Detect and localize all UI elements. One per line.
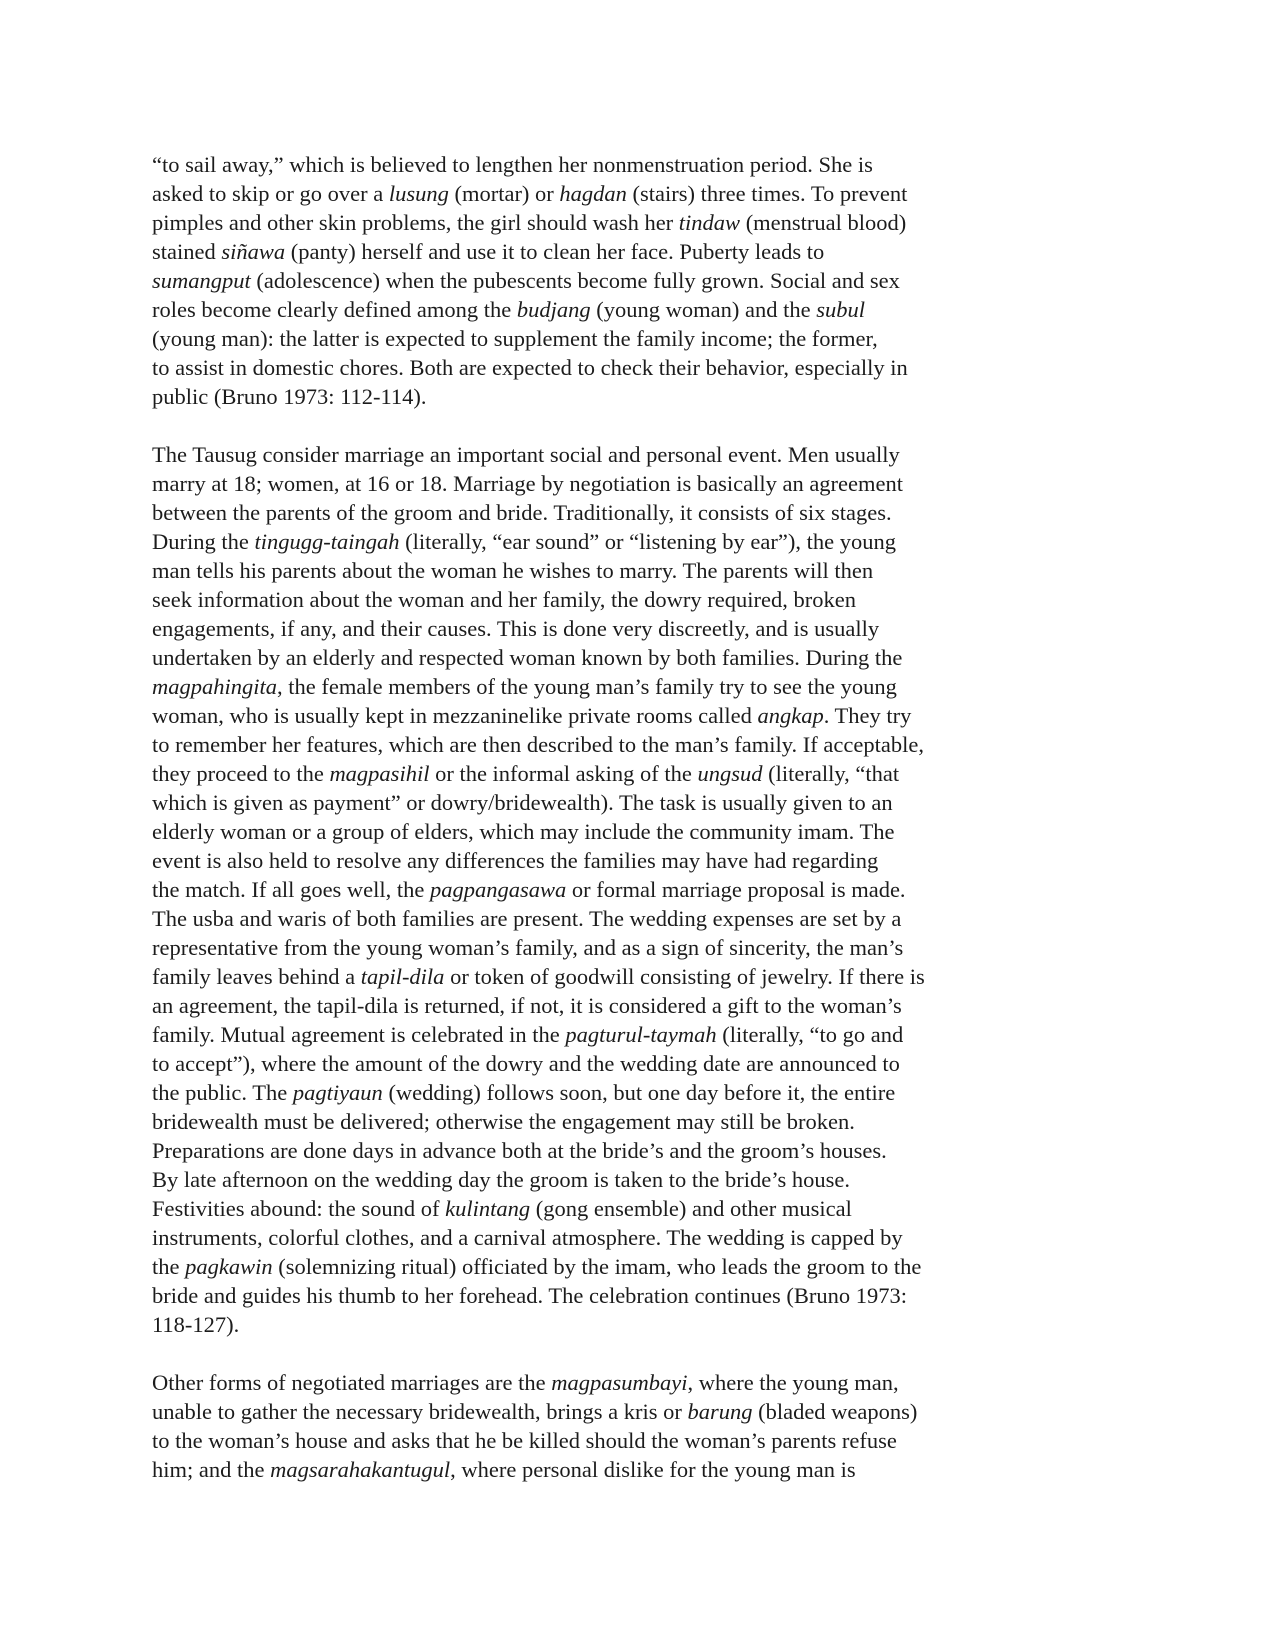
text-segment: (solemnizing ritual) officiated by the imam, who leads the groom to the (272, 1254, 922, 1279)
italic-term: magpahingita (152, 674, 278, 699)
text-segment: unable to gather the necessary bridewealth, brings a kris or (152, 1399, 688, 1424)
text-line (152, 1426, 1052, 1455)
text-segment: (mortar) or (448, 181, 560, 206)
italic-term: pagpangasawa (430, 877, 567, 902)
text-line (152, 962, 1052, 991)
text-segment: (wedding) follows soon, but one day before it, the entire (382, 1080, 896, 1105)
text-segment: “to sail away,” which is believed to lengthen her nonmenstruation period. She is (152, 152, 873, 177)
text-line (152, 1223, 1052, 1252)
italic-term: pagtiyaun (292, 1080, 383, 1105)
text-segment: representative from the young woman’s family, and as a sign of sincerity, the man’s (152, 935, 904, 960)
text-segment: marry at 18; women, at 16 or 18. Marriage by negotiation is basically an agreement (152, 471, 904, 496)
text-line (152, 237, 1052, 266)
text-segment: (menstrual blood) (740, 210, 907, 235)
text-segment: or token of goodwill consisting of jewelry. If there is (444, 964, 925, 989)
text-segment: which is given as payment” or dowry/bridewealth). The task is usually given to an (152, 790, 893, 815)
text-segment: woman, who is usually kept in mezzaninelike private rooms called (152, 703, 758, 728)
text-segment: . They try (823, 703, 912, 728)
text-segment: (young man): the latter is expected to supplement the family income; the former, (152, 326, 878, 351)
text-segment: , the female members of the young man’s family try to see the young (277, 674, 897, 699)
text-segment: Preparations are done days in advance both at the bride’s and the groom’s houses. (152, 1138, 887, 1163)
text-line (152, 150, 1052, 179)
text-segment: man tells his parents about the woman he wishes to marry. The parents will then (152, 558, 874, 583)
text-line (152, 469, 1052, 498)
text-line (152, 817, 1052, 846)
text-segment: The usba and waris of both families are present. The wedding expenses are set by a (152, 906, 902, 931)
text-segment: family. Mutual agreement is celebrated in the (152, 1022, 566, 1047)
italic-term: magpasihil (329, 761, 430, 786)
text-line (152, 179, 1052, 208)
text-segment: to assist in domestic chores. Both are expected to check their behavior, especially in (152, 355, 908, 380)
text-line (152, 1194, 1052, 1223)
document-page (152, 150, 1052, 1513)
text-segment: By late afternoon on the wedding day the groom is taken to the bride’s house. (152, 1167, 850, 1192)
text-segment: roles become clearly defined among the (152, 297, 517, 322)
italic-term: pagkawin (185, 1254, 273, 1279)
italic-term: ungsud (697, 761, 763, 786)
italic-term: magsarahakantugul (270, 1457, 451, 1482)
text-line (152, 1252, 1052, 1281)
italic-term: budjang (516, 297, 591, 322)
text-line (152, 875, 1052, 904)
paragraph (152, 440, 1052, 1339)
text-segment: The Tausug consider marriage an important social and personal event. Men usually (152, 442, 900, 467)
italic-term: tapil-dila (360, 964, 445, 989)
italic-term: angkap (757, 703, 824, 728)
text-line (152, 701, 1052, 730)
italic-term: pagturul-taymah (565, 1022, 717, 1047)
italic-term: tindaw (678, 210, 741, 235)
text-line (152, 991, 1052, 1020)
text-segment: seek information about the woman and her family, the dowry required, broken (152, 587, 856, 612)
text-segment: pimples and other skin problems, the girl should wash her (152, 210, 679, 235)
text-line (152, 1078, 1052, 1107)
text-segment: or the informal asking of the (429, 761, 698, 786)
italic-term: barung (687, 1399, 753, 1424)
text-line (152, 556, 1052, 585)
text-segment: (bladed weapons) (752, 1399, 918, 1424)
text-segment: event is also held to resolve any differences the families may have had regarding (152, 848, 879, 873)
italic-term: tingugg-taingah (254, 529, 400, 554)
text-segment: between the parents of the groom and bride. Traditionally, it consists of six stages. (152, 500, 892, 525)
text-line (152, 904, 1052, 933)
text-line (152, 846, 1052, 875)
text-segment: (literally, “that (762, 761, 900, 786)
text-line (152, 730, 1052, 759)
text-line (152, 1397, 1052, 1426)
text-segment: family leaves behind a (152, 964, 361, 989)
text-segment: the (152, 1254, 186, 1279)
text-segment: to accept”), where the amount of the dowry and the wedding date are announced to (152, 1051, 900, 1076)
text-segment: bridewealth must be delivered; otherwise the engagement may still be broken. (152, 1109, 855, 1134)
text-line (152, 1165, 1052, 1194)
text-segment: Other forms of negotiated marriages are the (152, 1370, 552, 1395)
text-segment: stained (152, 239, 222, 264)
text-segment: or formal marriage proposal is made. (566, 877, 906, 902)
text-segment: (panty) herself and use it to clean her face. Puberty leads to (285, 239, 825, 264)
text-segment: public (Bruno 1973: 112-114). (152, 384, 427, 409)
italic-term: kulintang (445, 1196, 531, 1221)
italic-term: magpasumbayi (551, 1370, 688, 1395)
text-segment: , where personal dislike for the young man is (450, 1457, 856, 1482)
text-line (152, 614, 1052, 643)
text-segment: (literally, “ear sound” or “listening by ear”), the young (399, 529, 896, 554)
text-line (152, 788, 1052, 817)
text-segment: (gong ensemble) and other musical (530, 1196, 852, 1221)
text-segment: him; and the (152, 1457, 271, 1482)
text-segment: asked to skip or go over a (152, 181, 389, 206)
text-segment: (literally, “to go and (716, 1022, 904, 1047)
text-segment: 118-127). (152, 1312, 240, 1337)
text-line (152, 1310, 1052, 1339)
text-line (152, 353, 1052, 382)
text-line (152, 382, 1052, 411)
text-segment: instruments, colorful clothes, and a carnival atmosphere. The wedding is capped by (152, 1225, 903, 1250)
text-segment: Festivities abound: the sound of (152, 1196, 446, 1221)
text-line (152, 933, 1052, 962)
text-line (152, 1281, 1052, 1310)
text-segment: (stairs) three times. To prevent (626, 181, 908, 206)
italic-term: sumangput (152, 268, 251, 293)
text-segment: they proceed to the (152, 761, 330, 786)
text-line (152, 759, 1052, 788)
text-line (152, 585, 1052, 614)
text-line (152, 266, 1052, 295)
text-line (152, 643, 1052, 672)
italic-term: siñawa (221, 239, 286, 264)
text-line (152, 440, 1052, 469)
text-segment: the match. If all goes well, the (152, 877, 431, 902)
text-segment: bride and guides his thumb to her forehead. The celebration continues (Bruno 1973: (152, 1283, 908, 1308)
italic-term: lusung (388, 181, 449, 206)
text-line (152, 1020, 1052, 1049)
italic-term: subul (816, 297, 865, 322)
text-segment: (young woman) and the (590, 297, 817, 322)
italic-term: hagdan (559, 181, 627, 206)
text-segment: During the (152, 529, 255, 554)
text-line (152, 324, 1052, 353)
text-segment: engagements, if any, and their causes. This is done very discreetly, and is usually (152, 616, 880, 641)
text-segment: an agreement, the tapil-dila is returned, if not, it is considered a gift to the woman’s (152, 993, 902, 1018)
text-line (152, 208, 1052, 237)
text-segment: to the woman’s house and asks that he be killed should the woman’s parents refuse (152, 1428, 897, 1453)
text-segment: the public. The (152, 1080, 293, 1105)
text-segment: to remember her features, which are then described to the man’s family. If acceptable, (152, 732, 924, 757)
text-line (152, 1136, 1052, 1165)
text-line (152, 1368, 1052, 1397)
text-line (152, 1107, 1052, 1136)
text-line (152, 295, 1052, 324)
text-line (152, 527, 1052, 556)
text-line (152, 672, 1052, 701)
text-segment: , where the young man, (687, 1370, 899, 1395)
text-line (152, 1049, 1052, 1078)
paragraph (152, 1368, 1052, 1484)
text-line (152, 1455, 1052, 1484)
text-line (152, 498, 1052, 527)
paragraph (152, 150, 1052, 411)
text-segment: elderly woman or a group of elders, which may include the community imam. The (152, 819, 895, 844)
text-segment: undertaken by an elderly and respected woman known by both families. During the (152, 645, 903, 670)
text-segment: (adolescence) when the pubescents become fully grown. Social and sex (250, 268, 900, 293)
